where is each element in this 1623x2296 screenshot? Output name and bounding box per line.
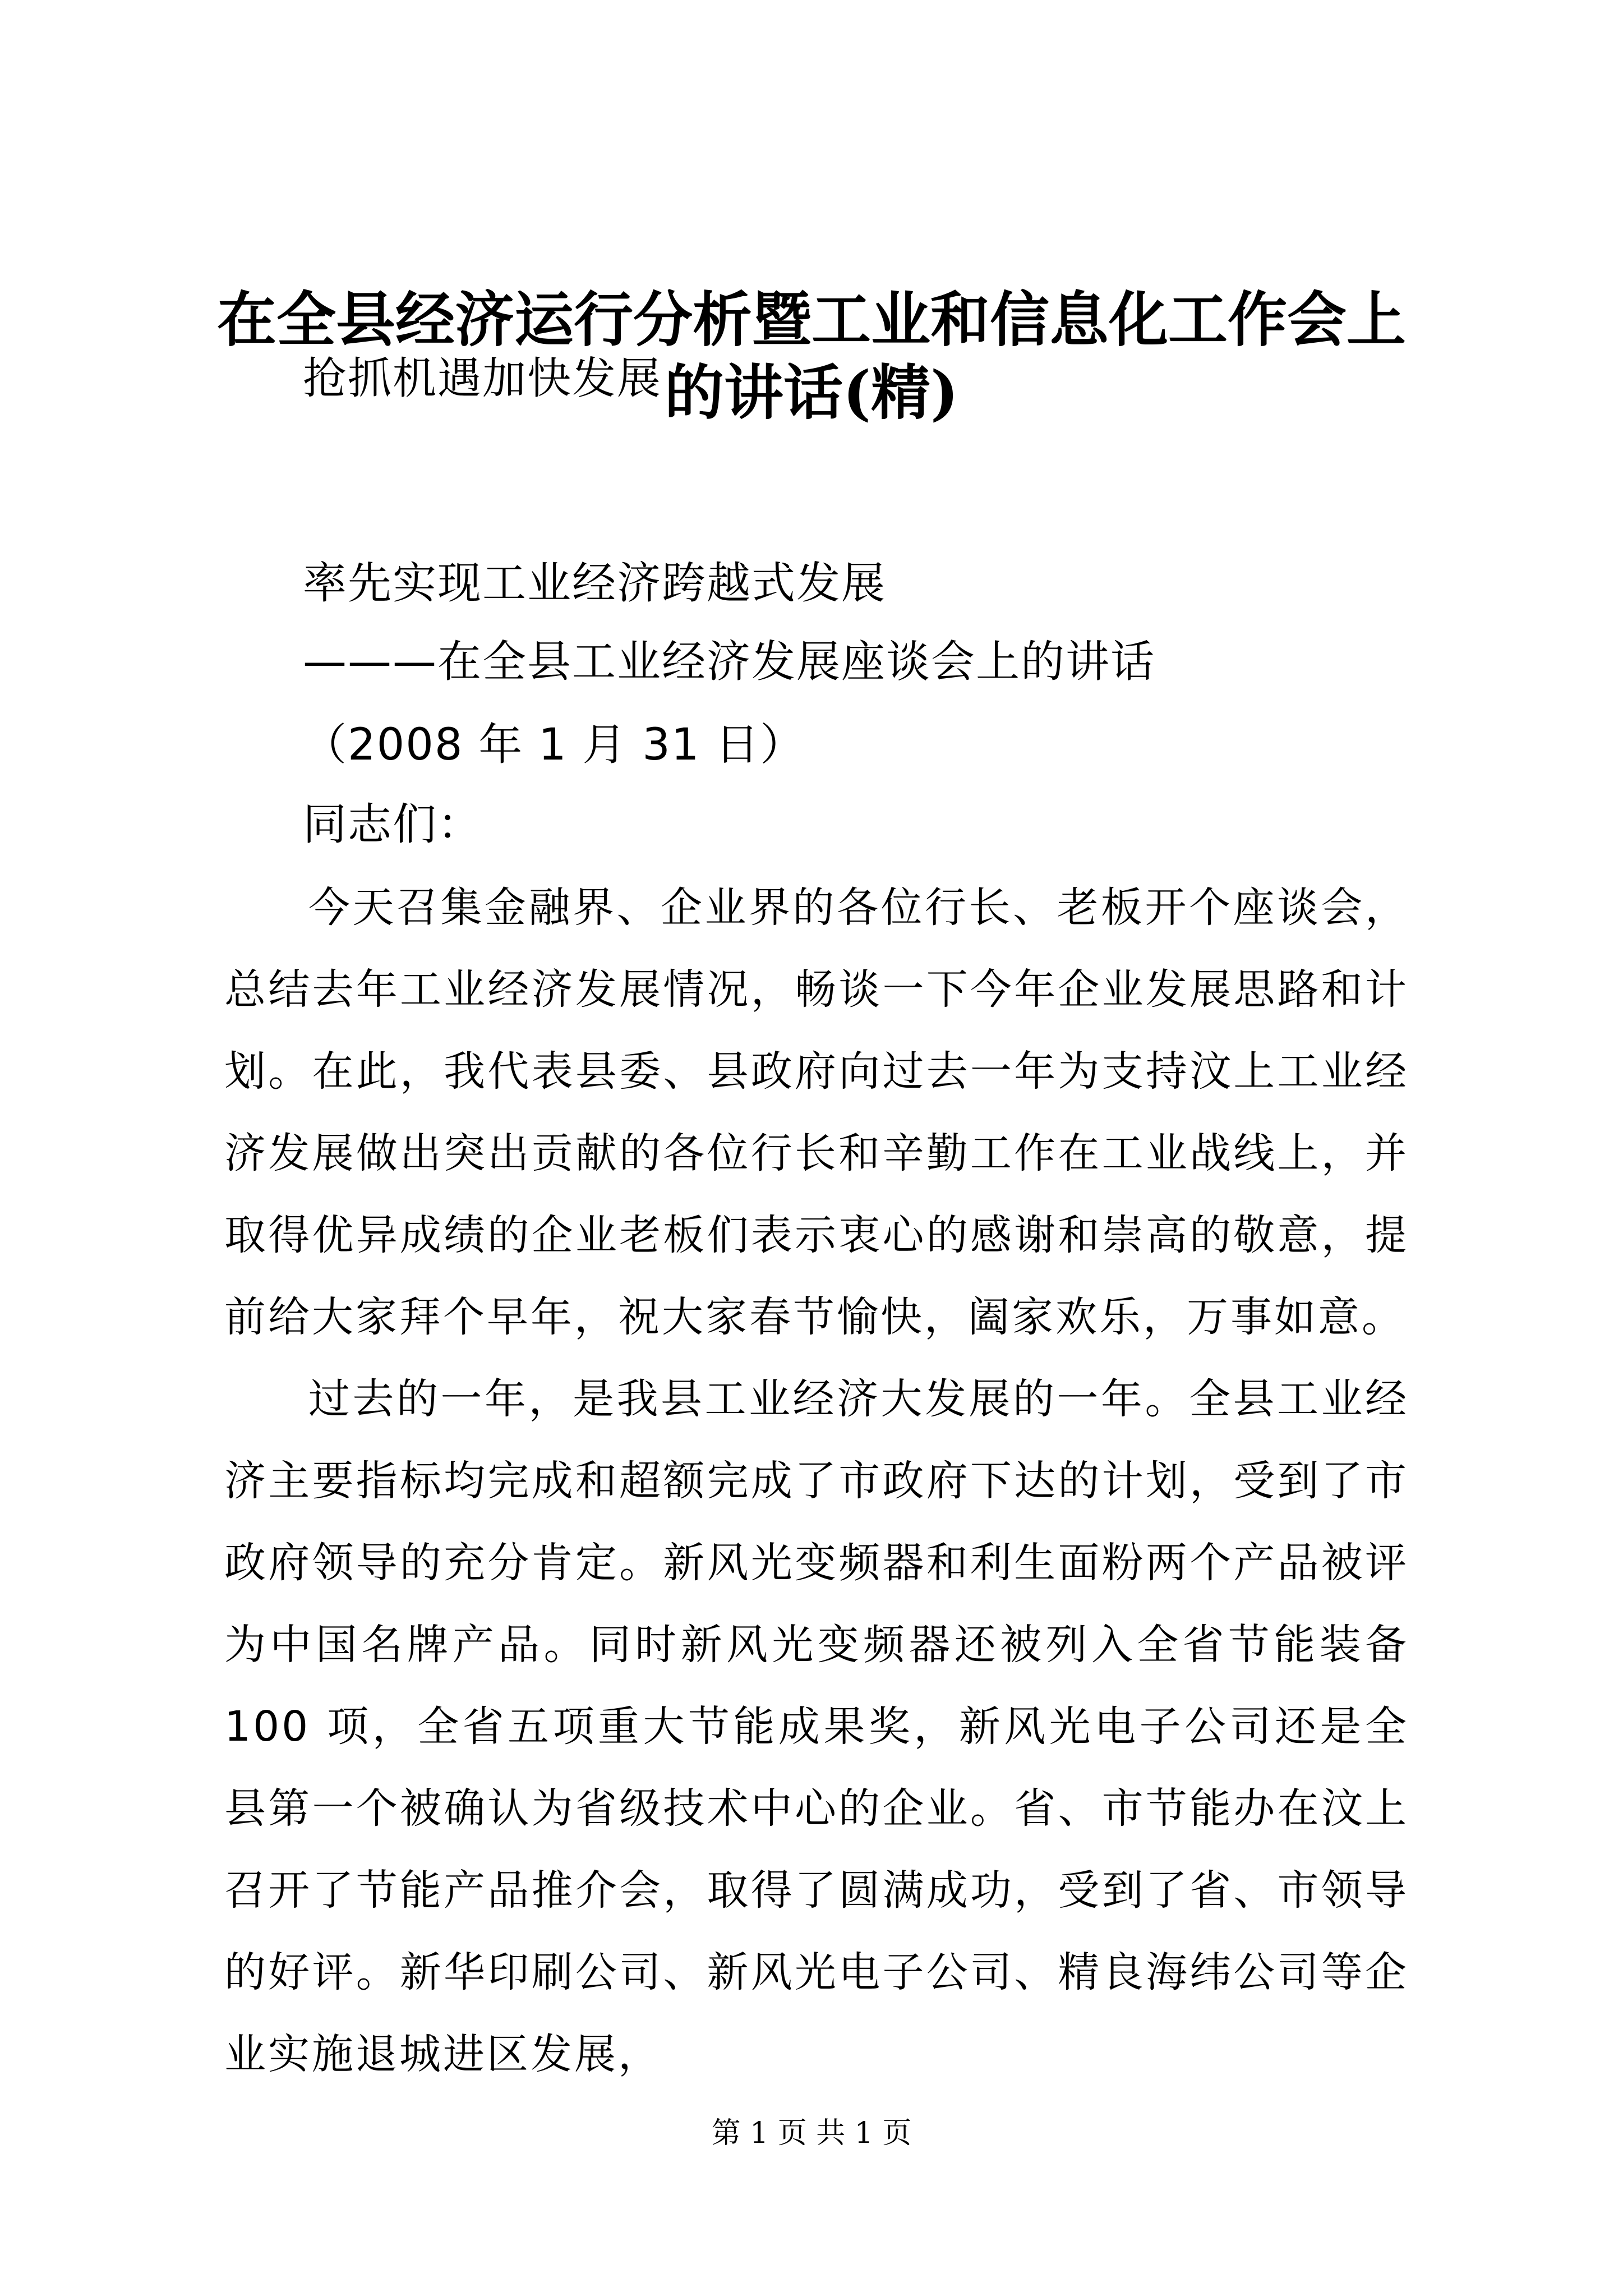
salutation: 同志们： (303, 799, 483, 850)
document-title: 在全县经济运行分析暨工业和信息化工作会上的讲话(精) (217, 284, 1406, 427)
date-line: （2008 年 1 月 31 日） (303, 720, 805, 770)
paragraph-1: 今天召集金融界、企业界的各位行长、老板开个座谈会，总结去年工业经济发展情况，畅谈一下今年企业发展思路和计划。在此，我代表县委、县政府向过去一年为支持汶上工业经济发展做出突出贡献的各位行长和辛勤工作在工业战线上，并取得优异成绩的企业老板们表示衷心的感谢和崇高的敬意，提前给大家拜个早年，祝大家春节愉快，阖家欢乐，万事如意。 (224, 884, 1409, 1341)
subtitle-line-1: 抢抓机遇加快发展 (303, 353, 662, 404)
subtitle-line-3: ———在全县工业经济发展座谈会上的讲话 (303, 637, 1156, 687)
subtitle-line-2: 率先实现工业经济跨越式发展 (303, 558, 887, 609)
body-text (224, 867, 1409, 2095)
paragraph-2: 过去的一年，是我县工业经济大发展的一年。全县工业经济主要指标均完成和超额完成了市政府下达的计划，受到了市政府领导的充分肯定。新风光变频器和利生面粉两个产品被评为中国名牌产品。同时新风光变频器还被列入全省节能装备 100 项，全省五项重大节能成果奖，新风光电子公司还是全县第一个被确认为省级技术中心的企业。省、市节能办在汶上召开了节能产品推介会，取得了圆满成功，受到了省、市领导的好评。新华印刷公司、新风光电子公司、精良海纬公司等企业实施退城进区发展， (224, 1375, 1409, 2078)
page-footer: 第 1 页 共 1 页 (711, 2116, 912, 2150)
